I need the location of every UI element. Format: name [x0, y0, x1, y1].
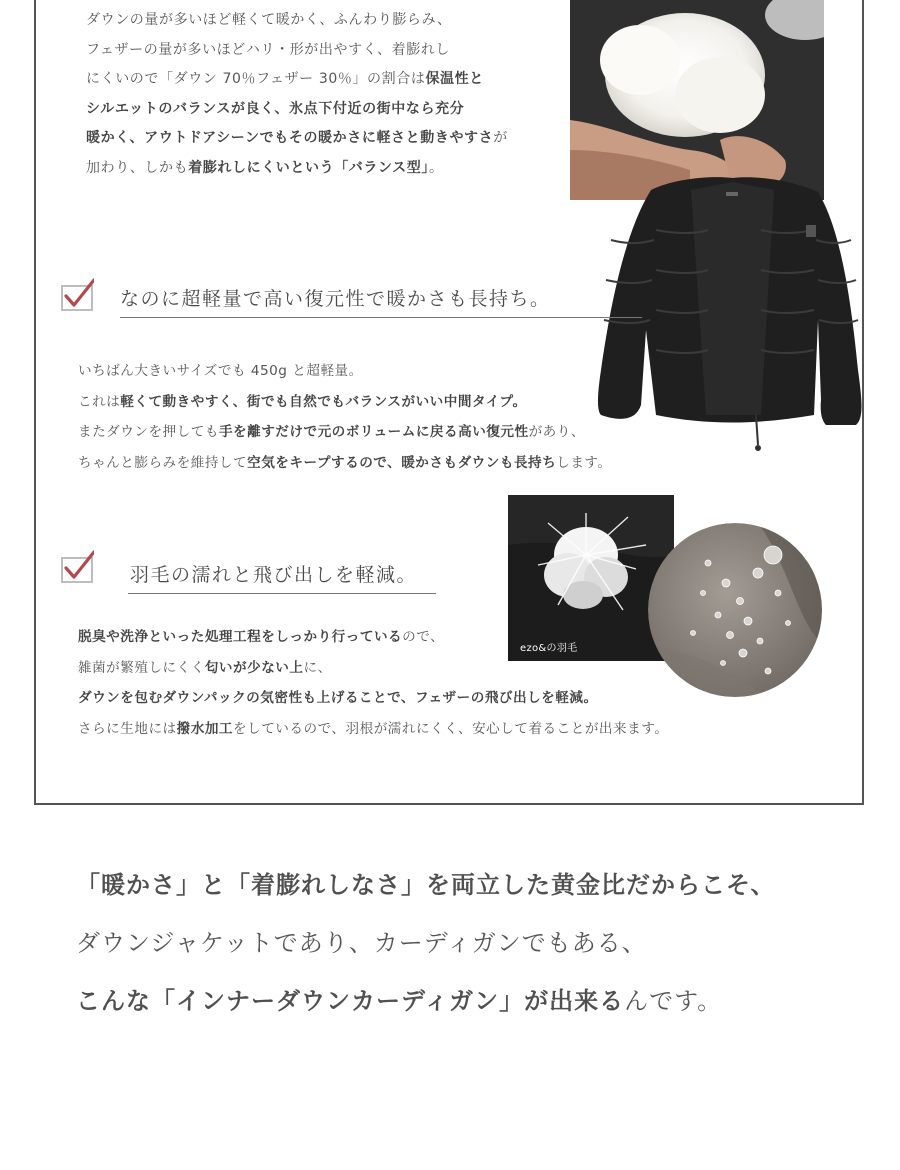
section1-heading [60, 270, 590, 318]
intro-line-3-bold: 保温性と [425, 71, 484, 87]
s1-line-4: ちゃんと膨らみを維持して [78, 454, 248, 471]
black-down-jacket-photo [596, 170, 870, 460]
intro-line-4-bold: シルエットのバランスが良く、氷点下付近の街中なら充分 [86, 100, 465, 117]
s2-line-4-end: をしているので、羽根が濡れにくく、安心して着ることが出来ます。 [233, 720, 669, 737]
s2-line-4: さらに生地には [78, 720, 177, 737]
s1-line-3: またダウンを押しても [78, 424, 219, 440]
checkmark-icon [60, 278, 94, 312]
s2-line-1-end: ので、 [402, 629, 445, 645]
section1-title: なのに超軽量で高い復元性で暖かさも長持ち。 [120, 288, 551, 310]
jacket-image [596, 170, 870, 460]
s1-line-2: これは [78, 393, 121, 410]
s1-line-4-end: します。 [556, 454, 612, 471]
s1-line-3-end: があり、 [528, 424, 585, 440]
closing-line-1: 「暖かさ」と「着膨れしなさ」を両立した黄金比だからこそ、 [76, 871, 776, 899]
section2-underline [128, 593, 436, 594]
s2-line-3-bold: ダウンを包むダウンパックの気密性も上げることで、フェザーの飛び出しを軽減。 [78, 690, 598, 706]
section2-paragraph [78, 622, 668, 744]
s2-line-1-bold: 脱臭や洗浄といった処理工程をしっかり行っている [78, 629, 403, 645]
s2-line-4-bold: 撥水加工 [176, 720, 234, 737]
water-repellent-photo [648, 523, 822, 697]
section2-heading [60, 548, 440, 596]
checkmark-icon [60, 550, 94, 584]
intro-line-3: にくいので「ダウン 70％フェザー 30％」の割合は [86, 71, 426, 87]
intro-line-5-bold: 暖かく、アウトドアシーンでもその暖かさに軽さと動きやすさ [86, 130, 494, 146]
intro-line-1: ダウンの量が多いほど軽くて暖かく、ふんわり膨らみ、 [86, 12, 452, 28]
water-droplets-image [648, 523, 822, 697]
s2-line-2-end: に、 [303, 659, 332, 676]
intro-line-6: 加わり、しかも [86, 159, 189, 176]
intro-line-5-end: が [493, 130, 508, 146]
closing-line-3-end: んです。 [624, 987, 723, 1015]
section1-paragraph [78, 356, 612, 478]
intro-line-6-bold: 着膨れしにくいという「バランス型」 [188, 159, 429, 176]
intro-paragraph [86, 6, 556, 183]
s1-line-4-bold: 空気をキープするので、暖かさもダウンも長持ち [247, 454, 557, 471]
section2-title: 羽毛の濡れと飛び出しを軽減。 [130, 564, 418, 586]
s1-line-1: いちばん大きいサイズでも 450g と超軽量。 [78, 363, 363, 379]
closing-line-3-bold: こんな「インナーダウンカーディガン」が出来る [76, 987, 625, 1015]
feather-photo-caption: ezo&の羽毛 [520, 643, 578, 654]
section1-underline [120, 317, 642, 318]
closing-line-2: ダウンジャケットであり、カーディガンでもある、 [76, 929, 647, 957]
s2-line-2-bold: 匂いが少ない上 [204, 659, 304, 676]
s2-line-2: 雑菌が繁殖しにくく [78, 659, 205, 676]
s1-line-3-bold: 手を離すだけで元のボリュームに戻る高い復元性 [218, 424, 529, 440]
intro-line-2: フェザーの量が多いほどハリ・形が出やすく、着膨れし [86, 41, 451, 58]
s1-line-2-bold: 軽くて動きやすく、街でも自然でもバランスがいい中間タイプ。 [120, 393, 527, 410]
intro-line-6-end: 。 [428, 159, 444, 176]
closing-statement [76, 856, 776, 1030]
